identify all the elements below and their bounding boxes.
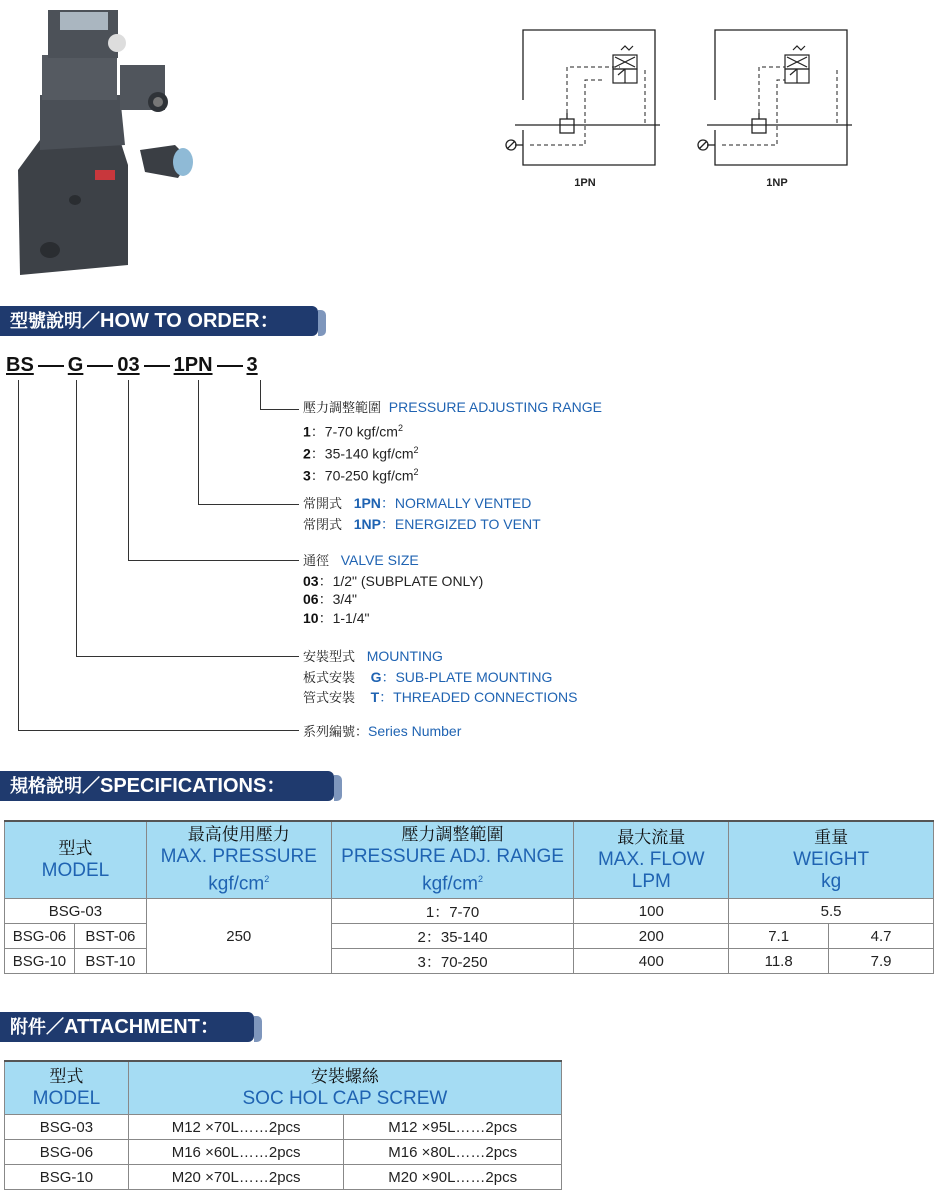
header-weight: 重量 WEIGHT kg [729, 821, 934, 899]
hydraulic-symbol-1np-icon [697, 25, 857, 175]
symbol-1pn [505, 25, 665, 200]
cell-weight: 11.8 [729, 949, 829, 974]
series-cn: 系列編號： [303, 725, 369, 740]
cell-model: BSG-06 [5, 1140, 129, 1165]
cell-screw-b: M12 ×95L……2pcs [344, 1115, 562, 1140]
cell-range: 2：35-140 [331, 924, 574, 949]
pressure-cn: 壓力調整範圍 [303, 401, 382, 416]
cell-model: BSG-10 [5, 949, 75, 974]
symbol-label: 1PN [574, 177, 596, 189]
header-cn: 型號說明／ [10, 311, 100, 332]
pressure-option: 3：70-250 kgf/$cm^2$ [303, 466, 419, 484]
table-row [5, 1165, 562, 1190]
cell-screw-b: M16 ×80L……2pcs [344, 1140, 562, 1165]
type-option: 常閉式 1NP：ENERGIZED TO VENT [303, 515, 541, 533]
attachment-table [4, 1060, 562, 1190]
header-model: 型式 MODEL [5, 821, 147, 899]
code-size: 03 [117, 354, 140, 376]
mounting-en: MOUNTING [366, 648, 443, 664]
cell-max-pressure: 250 [146, 899, 331, 974]
header-en: ATTACHMENT： [64, 1016, 220, 1038]
table-header-row [5, 821, 934, 899]
cell-screw-b: M20 ×90L……2pcs [344, 1165, 562, 1190]
code-mounting: G [67, 354, 84, 376]
cell-model: BSG-06 [5, 924, 75, 949]
pressure-en: PRESSURE ADJUSTING RANGE [388, 399, 602, 415]
header-max-pressure: 最高使用壓力 MAX. PRESSURE kgf/$cm^2$ [146, 821, 331, 899]
size-option: 06：3/4" [303, 591, 358, 607]
cell-screw-a: M16 ×60L……2pcs [128, 1140, 344, 1165]
code-series: BS [6, 354, 34, 376]
header-en: SPECIFICATIONS： [100, 775, 287, 797]
product-photo [0, 0, 210, 280]
code-pressure: 3 [246, 354, 258, 376]
header-model: 型式 MODEL [5, 1061, 129, 1115]
mounting-block [303, 647, 578, 709]
header-cn: 附件／ [10, 1017, 64, 1038]
table-row [5, 924, 934, 949]
cell-weight: 5.5 [729, 899, 934, 924]
order-code [6, 354, 258, 377]
header-max-flow: 最大流量 MAX. FLOW LPM [574, 821, 729, 899]
cell-weight: 7.1 [729, 924, 829, 949]
table-header-row [5, 1061, 562, 1115]
cell-flow: 100 [574, 899, 729, 924]
cell-model2: BST-10 [74, 949, 146, 974]
header-cn: 規格說明／ [10, 776, 100, 797]
cell-range: 1：7-70 [331, 899, 574, 924]
specifications-table [4, 820, 934, 974]
cell-model: BSG-10 [5, 1165, 129, 1190]
pressure-range-block [303, 398, 602, 485]
attachment-header [0, 1012, 254, 1042]
header-en: HOW TO ORDER： [100, 310, 280, 332]
type-block [303, 494, 541, 535]
table-row [5, 899, 934, 924]
pressure-option: 1：7-70 kgf/$cm^2$ [303, 422, 403, 440]
size-option: 10：1-1/4" [303, 609, 370, 626]
size-en: VALVE SIZE [340, 552, 419, 568]
cell-weight2: 4.7 [829, 924, 934, 949]
type-option: 常開式 1PN：NORMALLY VENTED [303, 495, 532, 512]
table-row [5, 949, 934, 974]
valve-size-block [303, 551, 483, 627]
header-pressure-range: 壓力調整範圍 PRESSURE ADJ. RANGE kgf/$cm^2$ [331, 821, 574, 899]
cell-flow: 200 [574, 924, 729, 949]
size-option: 03：1/2" (SUBPLATE ONLY) [303, 572, 484, 589]
series-block [303, 722, 461, 743]
how-to-order-header [0, 306, 318, 336]
cell-flow: 400 [574, 949, 729, 974]
mounting-option: 管式安裝 T：THREADED CONNECTIONS [303, 689, 578, 706]
code-type: 1PN [173, 354, 213, 376]
symbol-1np [697, 25, 857, 200]
mounting-cn: 安裝型式 [303, 650, 356, 665]
symbol-label: 1NP [766, 177, 788, 189]
cell-screw-a: M12 ×70L……2pcs [128, 1115, 344, 1140]
cell-range: 3：70-250 [331, 949, 574, 974]
cell-model: BSG-03 [5, 1115, 129, 1140]
cell-model2: BST-06 [74, 924, 146, 949]
table-row [5, 1115, 562, 1140]
cell-screw-a: M20 ×70L……2pcs [128, 1165, 344, 1190]
cell-weight2: 7.9 [829, 949, 934, 974]
table-row [5, 1140, 562, 1165]
series-en: Series Number [368, 723, 462, 739]
mounting-option: 板式安裝 G：SUB-PLATE MOUNTING [303, 668, 553, 686]
leader-series [18, 380, 299, 731]
size-cn: 通徑 [303, 554, 330, 569]
cell-model: BSG-03 [5, 899, 147, 924]
pressure-option: 2：35-140 kgf/$cm^2$ [303, 444, 419, 462]
header-screw: 安裝螺絲 SOC HOL CAP SCREW [128, 1061, 561, 1115]
specifications-header [0, 771, 334, 801]
hydraulic-symbol-1pn-icon [505, 25, 665, 175]
